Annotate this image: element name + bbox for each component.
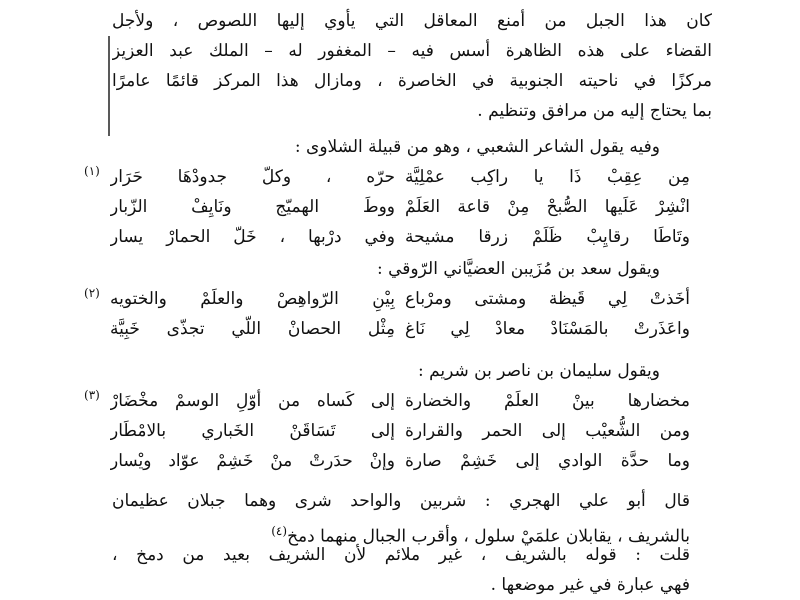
verse-second-hemistich: مِثْل الحصانْ اللّي تجذّى خَبِيَّة <box>110 319 395 339</box>
poem-verse <box>84 162 690 192</box>
verse-first-hemistich: أخَذتْ لِي قَيظة ومشتى ومرْباع <box>405 289 690 309</box>
verse-first-hemistich: وما حدَّة الوادي إلى خَشِمْ صارة <box>405 451 690 471</box>
poem-verse <box>110 192 690 222</box>
footnote-marker: (٢) <box>84 286 100 300</box>
verse-second-hemistich: ووطَ الهميّج ونَايِفْ الزّبار <box>110 197 395 217</box>
poem-shalawi <box>84 162 690 252</box>
verse-first-hemistich: ومن الشُّعيْب إلى الحمر والقرارة <box>405 421 690 441</box>
paragraph-opening <box>112 6 712 126</box>
verse-second-hemistich: إلى كَساه من أوّلِ الوسمْ مخْضَارْ <box>110 391 395 411</box>
poem-verse <box>110 416 690 446</box>
paragraph-line: بما يحتاج إليه من مرافق وتنظيم . <box>477 101 712 121</box>
quote-line: قال أبو علي الهجري : شربين والواحد شرى وهما جبلان عظيمان <box>112 491 690 511</box>
paragraph-line: القضاء على هذه الظاهرة أسس فيه – المغفور له – الملك عبد العزيز <box>112 41 712 61</box>
quote-author-note <box>112 540 690 600</box>
verse-second-hemistich: إلى تَسَاقَنْ الخَباري بالامْطَار <box>110 421 395 441</box>
poem-verse <box>110 222 690 252</box>
poem-verse <box>84 284 690 314</box>
poem-intro-shalawi: وفيه يقول الشاعر الشعبي ، وهو من قبيلة الشلاوى : <box>294 137 660 157</box>
margin-bracket <box>108 36 110 136</box>
poem-sulaiman <box>84 386 690 476</box>
verse-first-hemistich: واعَذَرتْ بالمَسْنَادْ معادْ لِي نَاغ <box>405 319 690 339</box>
quote-line-text: بالشريف ، يقابلان علمَيْ سلول ، وأقرب الجبال منهما دمخ <box>287 526 690 546</box>
verse-second-hemistich: وإنْ حدَرتْ منْ خَشِمْ عوّاد ويْسار <box>110 451 395 471</box>
paragraph-line: كان هذا الجبل من أمنع المعاقل التي يأوي إليها اللصوص ، ولأجل <box>112 11 712 31</box>
poem-verse <box>84 386 690 416</box>
verse-first-hemistich: مِن عِقِبْ ذَا يا راكِب عمْلِيَّة <box>405 167 690 187</box>
poem-intro-saad: ويقول سعد بن مُزَيبن العضيَّاني الرّوقي : <box>377 259 660 279</box>
quote-line: قلت : قوله بالشريف ، غير ملائم لأن الشريف بعيد من دمخ ، <box>112 545 690 565</box>
verse-first-hemistich: مخضارها بينْ العلَمْ والخضارة <box>405 391 690 411</box>
poem-saad <box>84 284 690 344</box>
footnote-marker: (٣) <box>84 388 100 402</box>
verse-first-hemistich: انْشِرْ عَلَيها الصُّبحْ مِنْ قاعة العَلَمْ <box>405 197 690 217</box>
poem-verse <box>110 446 690 476</box>
poem-verse <box>110 314 690 344</box>
verse-first-hemistich: وتَاطَا رقايِبْ ظَلَمْ زرقا مشيحة <box>405 227 690 247</box>
footnote-marker: (١) <box>84 164 100 178</box>
footnote-marker: (٤) <box>271 524 288 538</box>
quote-hajari <box>112 486 690 546</box>
verse-second-hemistich: حرّه ، وكلّ جدودْهَا حَرَار <box>110 167 395 187</box>
quote-line: فهي عبارة في غير موضعها . <box>490 575 690 595</box>
paragraph-line: مركزًا في ناحيته الجنوبية في الخاصرة ، ومازال هذا المركز قائمًا عامرًا <box>112 71 712 91</box>
verse-second-hemistich: بِيْنِ الرّواهِصْ والعلَمْ والختويه <box>110 289 395 309</box>
verse-second-hemistich: وفي درْبها ، خَلّ الحمارْ يسار <box>110 227 395 247</box>
poem-intro-sulaiman: ويقول سليمان بن ناصر بن شريم : <box>417 361 660 381</box>
